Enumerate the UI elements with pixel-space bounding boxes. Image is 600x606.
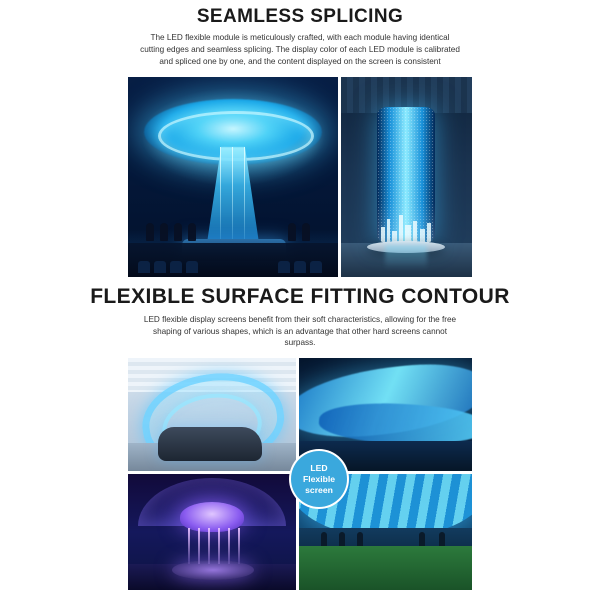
seat <box>310 261 322 273</box>
visitor-silhouette <box>188 223 196 241</box>
seat <box>186 261 198 273</box>
gallery-flexible-surface <box>128 358 472 590</box>
image-fountain-led-installation <box>128 77 338 277</box>
stadium-field <box>299 546 472 590</box>
display-vehicle <box>158 427 262 461</box>
visitor-silhouette <box>288 223 296 241</box>
floor-reflection <box>385 245 427 269</box>
badge-line-1: LED <box>310 463 328 474</box>
spectator-silhouette <box>357 532 363 546</box>
seat <box>170 261 182 273</box>
section-title-flexible-surface-fitting-contour: FLEXIBLE SURFACE FITTING CONTOUR <box>90 284 510 308</box>
visitor-silhouette <box>302 223 310 241</box>
skyline-bar <box>381 227 385 243</box>
skyline-bar <box>405 225 411 243</box>
visitor-silhouette <box>160 223 168 241</box>
skyline-bar <box>413 221 417 243</box>
spectator-silhouette <box>439 532 445 546</box>
led-flexible-screen-badge <box>291 451 347 507</box>
image-jellyfish-dome-hall <box>128 474 296 590</box>
skyline-graphic <box>377 203 435 243</box>
skyline-bar <box>387 219 390 243</box>
fountain-stem-line <box>220 147 221 243</box>
section-title-seamless-splicing: SEAMLESS SPLICING <box>196 6 404 27</box>
image-cylindrical-led-column <box>341 77 472 277</box>
section-description-flexible-surface-fitting-contour: LED flexible display screens benefit from their soft characteristics, allowing for the free shaping of various shapes, which is an advantage that other hard screens cannot surpass. <box>143 314 457 348</box>
skyline-bar <box>399 215 403 243</box>
spectator-silhouette <box>321 532 327 546</box>
led-cylinder <box>377 107 435 243</box>
image-curved-tunnel-showroom <box>128 358 296 471</box>
spectator-silhouette <box>419 532 425 546</box>
gallery-seamless-splicing <box>128 77 472 277</box>
page-root <box>0 6 600 606</box>
skyline-bar <box>427 223 431 243</box>
visitor-silhouette <box>174 223 182 241</box>
badge-line-2: Flexible <box>303 473 335 484</box>
visitor-silhouette <box>146 223 154 241</box>
section-description-seamless-splicing: The LED flexible module is meticulously crafted, with each module having identical cutting edges and seamless splicing. The display color of each LED module is calibrated and spliced one by one, and the content displayed on the screen is consistent <box>140 33 460 66</box>
fountain-stem-line <box>232 147 233 243</box>
seat <box>278 261 290 273</box>
badge-line-3: screen <box>305 484 333 495</box>
seat <box>138 261 150 273</box>
spectator-silhouette <box>339 532 345 546</box>
seat <box>154 261 166 273</box>
fountain-stem-line <box>244 147 245 243</box>
seat <box>294 261 306 273</box>
